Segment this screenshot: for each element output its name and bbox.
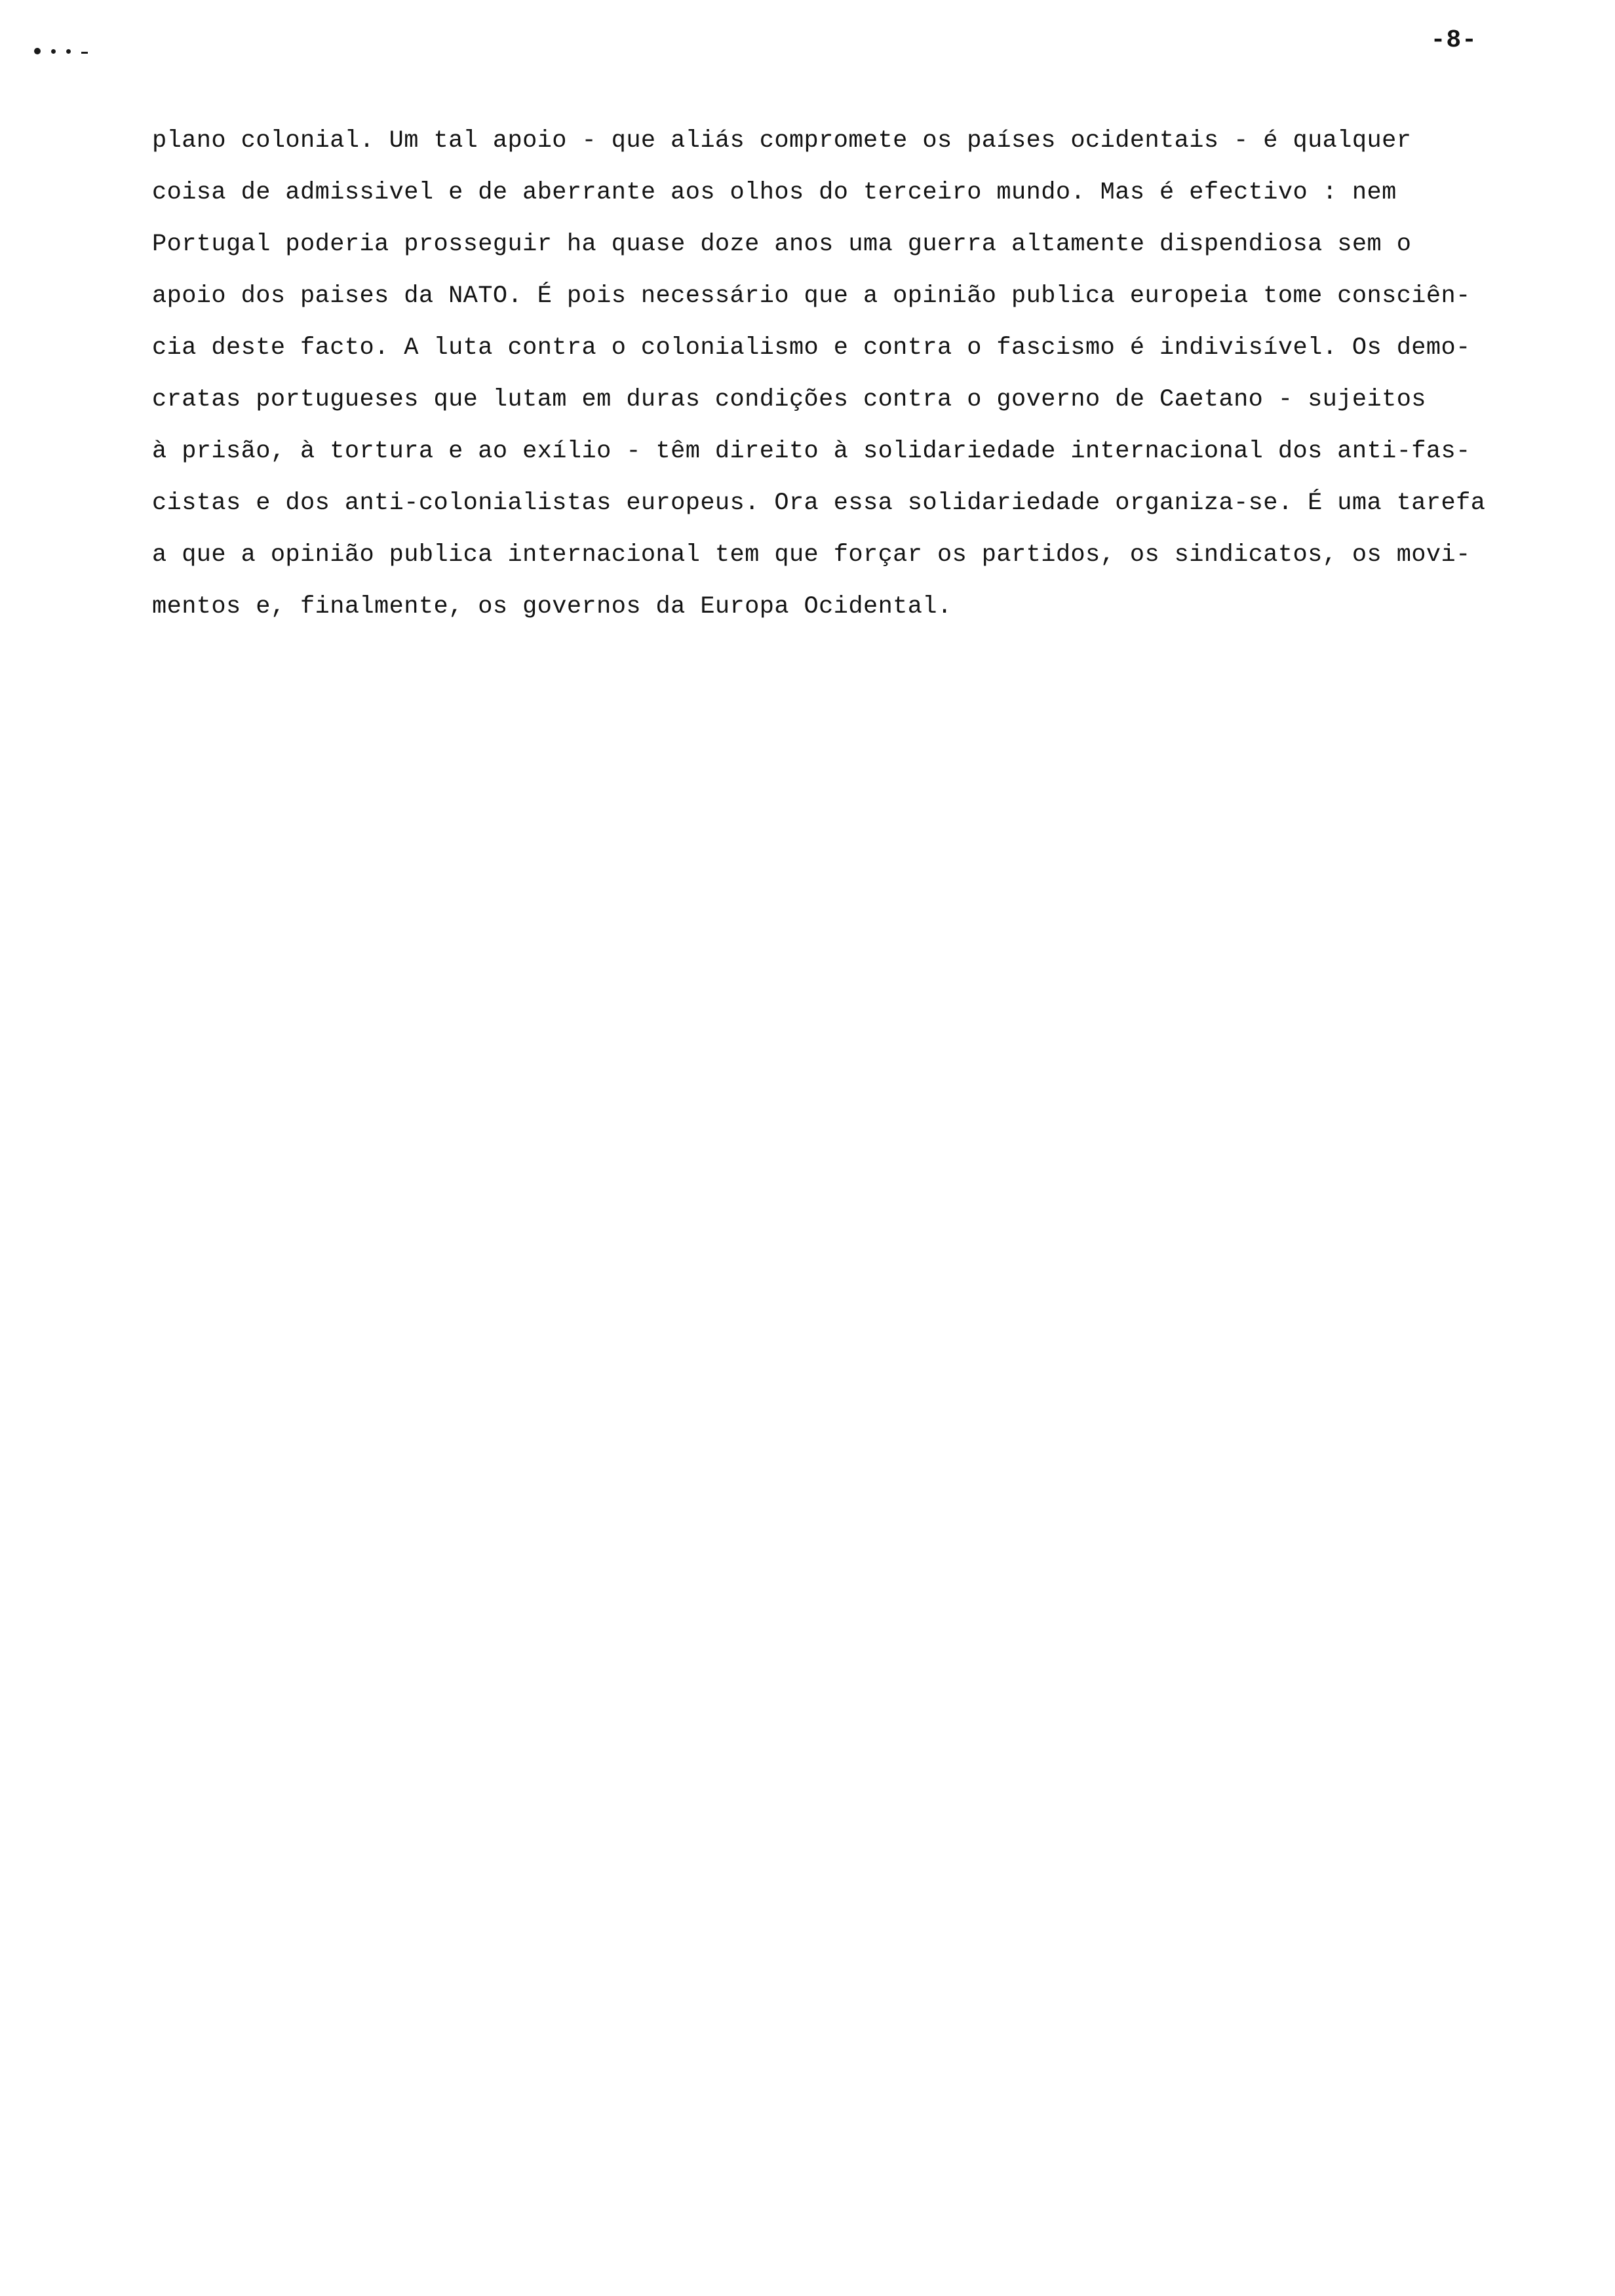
text-line: mentos e, finalmente, os governos da Europa Ocidental. xyxy=(152,593,952,621)
text-line: à prisão, à tortura e ao exílio - têm direito à solidariedade internacional dos anti-fas- xyxy=(152,438,1471,465)
page-number: -8- xyxy=(1430,26,1477,54)
text-line: Portugal poderia prosseguir ha quase doze anos uma guerra altamente dispendiosa sem o xyxy=(152,231,1412,258)
text-line: cia deste facto. A luta contra o colonialismo e contra o fascismo é indivisível. Os demo- xyxy=(152,334,1471,362)
corner-mark-dot xyxy=(34,48,41,54)
text-line: apoio dos paises da NATO. É pois necessário que a opinião publica europeia tome consciên- xyxy=(152,282,1471,310)
text-line: coisa de admissivel e de aberrante aos olhos do terceiro mundo. Mas é efectivo : nem xyxy=(152,179,1397,206)
text-line: cratas portugueses que lutam em duras condições contra o governo de Caetano - sujeitos xyxy=(152,386,1426,413)
text-line: cistas e dos anti-colonialistas europeus. Ora essa solidariedade organiza-se. É uma tarefa xyxy=(152,489,1486,517)
corner-mark-dot xyxy=(51,49,56,54)
corner-marks xyxy=(34,43,88,59)
body-paragraph xyxy=(152,115,1542,633)
corner-mark-dot xyxy=(66,49,71,54)
corner-mark-dash xyxy=(81,52,88,54)
text-line: a que a opinião publica internacional tem que forçar os partidos, os sindicatos, os movi- xyxy=(152,541,1471,569)
text-line: plano colonial. Um tal apoio - que aliás compromete os países ocidentais - é qualquer xyxy=(152,127,1412,155)
